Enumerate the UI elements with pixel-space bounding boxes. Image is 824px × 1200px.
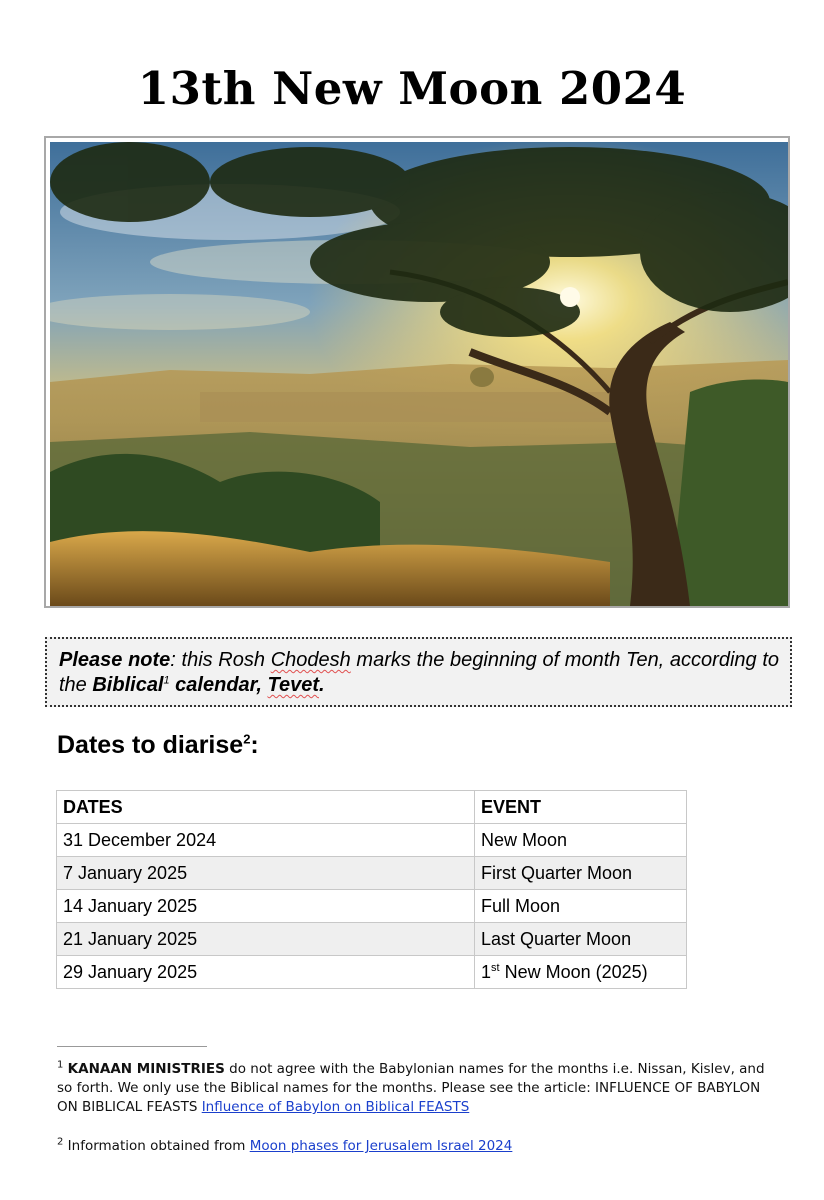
dates-table: [56, 790, 687, 989]
row-event: First Quarter Moon: [475, 857, 687, 890]
row-event-ordinal: st: [491, 961, 500, 974]
footnote-2-number: 2: [57, 1136, 64, 1148]
row-event-num: 1: [481, 961, 492, 982]
footnote-1-text: do not agree with the Babylonian names for the months i.e. Nissan, Kislev, and so forth. We only use the Biblical names for the months. Please see the article: INFLUENCE OF BABYLON ON BIBLICAL FEASTS: [57, 1061, 765, 1115]
footnote-1-number: 1: [57, 1059, 64, 1071]
row-date: 21 January 2025: [57, 923, 475, 956]
row-event: [475, 956, 687, 989]
row-date: 31 December 2024: [57, 824, 475, 857]
row-event: New Moon: [475, 824, 687, 857]
footnote-1-link[interactable]: Influence of Babylon on Biblical FEASTS: [201, 1099, 470, 1115]
note-calendar: calendar,: [169, 674, 268, 696]
table-row: [57, 956, 687, 989]
footnote-2-text: Information obtained from: [63, 1138, 250, 1154]
footnote-2-link[interactable]: Moon phases for Jerusalem Israel 2024: [249, 1138, 513, 1154]
footnote-ref-2[interactable]: 2: [243, 731, 251, 747]
footnote-2: [57, 1137, 769, 1156]
row-event: Last Quarter Moon: [475, 923, 687, 956]
dates-heading-colon: :: [250, 731, 259, 759]
note-biblical: Biblical: [92, 674, 164, 696]
table-row: [57, 857, 687, 890]
row-date: 14 January 2025: [57, 890, 475, 923]
note-text-2: marks the beginning of month Ten, according to the: [59, 649, 779, 696]
page-title: 13th New Moon 2024: [137, 62, 687, 115]
footnote-1-org: KANAAN MINISTRIES: [67, 1061, 225, 1077]
table-header-event: EVENT: [475, 791, 687, 824]
footnote-ref-1[interactable]: 1: [163, 674, 170, 687]
table-header-row: [57, 791, 687, 824]
table-header-dates: DATES: [57, 791, 475, 824]
footnote-separator: [57, 1046, 207, 1047]
note-period: .: [318, 674, 325, 696]
row-event-text: New Moon (2025): [499, 961, 648, 982]
table-row: [57, 890, 687, 923]
note-lead: Please note: [59, 649, 171, 671]
note-chodesh: Chodesh: [270, 649, 351, 671]
table-row: [57, 923, 687, 956]
note-tevet: Tevet: [267, 674, 319, 696]
table-row: [57, 824, 687, 857]
dates-heading: [57, 731, 259, 760]
header-photo: [44, 136, 790, 608]
footnote-1: [57, 1060, 769, 1117]
row-date: 7 January 2025: [57, 857, 475, 890]
row-date: 29 January 2025: [57, 956, 475, 989]
please-note-box: [45, 637, 792, 707]
row-event: Full Moon: [475, 890, 687, 923]
note-text-1: : this Rosh: [170, 649, 271, 671]
olive-tree-jerusalem-photo: [50, 142, 788, 606]
dates-heading-text: Dates to diarise: [57, 731, 244, 759]
